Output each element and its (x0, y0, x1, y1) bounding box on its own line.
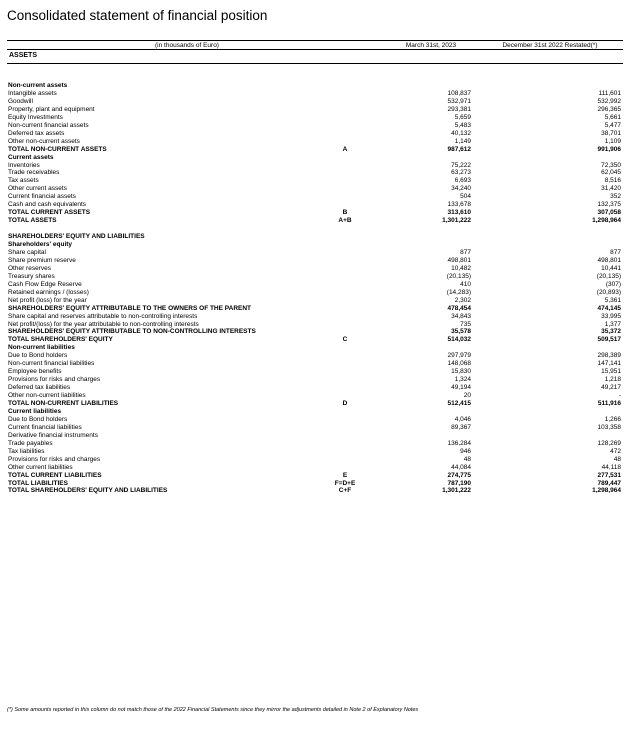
value-march-2023: 532,971 (447, 97, 471, 105)
value-march-2023: 877 (460, 248, 471, 256)
value-december-2022: 5,661 (604, 113, 621, 121)
row-label: TOTAL NON-CURRENT LIABILITIES (8, 400, 119, 407)
table-row (8, 154, 622, 162)
table-row (8, 400, 622, 408)
value-march-2023: 313,610 (447, 209, 471, 217)
value-march-2023: 15,830 (451, 368, 471, 376)
value-december-2022: 49,217 (601, 384, 621, 392)
table-row (8, 408, 622, 416)
value-march-2023: 297,979 (447, 352, 471, 360)
row-label: Treasury shares (8, 272, 55, 280)
value-march-2023: 136,284 (447, 439, 471, 447)
row-label: Non-current liabilities (8, 344, 75, 352)
value-march-2023: 108,837 (447, 89, 471, 97)
row-label: TOTAL SHAREHOLDERS' EQUITY AND LIABILITIES (8, 487, 168, 495)
value-march-2023: 1,149 (454, 137, 471, 145)
table-row (8, 265, 622, 273)
value-march-2023: 148,068 (447, 360, 471, 368)
row-label: TOTAL CURRENT LIABILITIES (8, 471, 102, 479)
value-december-2022: 296,365 (597, 105, 621, 113)
value-march-2023: 5,483 (454, 121, 471, 129)
row-label: Current assets (8, 153, 54, 161)
value-december-2022: - (618, 392, 621, 400)
value-march-2023: 133,678 (447, 201, 471, 209)
row-reference: C (342, 336, 348, 344)
row-label: Equity Investments (8, 113, 63, 121)
header-top-rule (7, 40, 623, 41)
value-march-2023: 1,324 (454, 376, 471, 384)
row-label: Other non-current assets (8, 137, 80, 145)
row-label: Other non-current liabilities (8, 392, 86, 400)
value-march-2023: 514,032 (447, 336, 471, 344)
row-label: Other current liabilities (8, 463, 73, 471)
value-march-2023: 40,132 (451, 129, 471, 137)
value-december-2022: 48 (613, 455, 621, 463)
value-march-2023: (14,283) (446, 288, 471, 296)
value-december-2022: 132,375 (597, 201, 621, 209)
row-label: TOTAL SHAREHOLDERS' EQUITY (8, 336, 113, 344)
value-march-2023: 478,454 (447, 304, 471, 312)
table-row (8, 352, 622, 360)
value-march-2023: 6,693 (454, 177, 471, 185)
row-label: SHAREHOLDERS' EQUITY ATTRIBUTABLE TO NON-CONTROLLING INTERESTS (8, 328, 256, 336)
table-row (8, 344, 622, 352)
row-label: Trade receivables (8, 169, 60, 177)
value-december-2022: 498,801 (597, 256, 621, 264)
value-december-2022: 1,218 (604, 376, 621, 384)
row-label: Current financial assets (8, 193, 76, 201)
value-december-2022: 5,361 (604, 296, 621, 304)
row-label: SHAREHOLDERS' EQUITY AND LIABILITIES (8, 233, 145, 241)
row-label: Non-current assets (8, 82, 68, 89)
row-label: TOTAL ASSETS (8, 217, 57, 225)
value-december-2022: 511,916 (597, 400, 621, 407)
row-label: Deferred tax liabilities (8, 384, 71, 392)
row-label: Goodwill (8, 97, 33, 105)
table-row (8, 162, 622, 170)
value-december-2022: 1,377 (604, 320, 621, 328)
table-row (8, 376, 622, 384)
row-label: Shareholders' equity (8, 241, 73, 248)
row-label: Trade payables (8, 439, 53, 447)
table-row (8, 98, 622, 106)
table-row (8, 297, 622, 305)
value-march-2023: 89,367 (451, 423, 471, 431)
units-label: (in thousands of Euro) (155, 42, 219, 49)
row-label: TOTAL LIABILITIES (8, 479, 68, 487)
value-march-2023: 274,775 (447, 471, 471, 479)
row-label: Cash Flow Edge Reserve (8, 280, 82, 288)
value-march-2023: 498,801 (447, 256, 471, 264)
table-row (8, 233, 622, 241)
table-row (8, 209, 622, 217)
value-december-2022: 33,995 (601, 312, 621, 320)
row-label: Inventories (8, 161, 40, 169)
value-march-2023: 1,301,222 (442, 217, 471, 225)
row-reference: B (342, 209, 348, 217)
value-december-2022: 5,477 (604, 121, 621, 129)
value-december-2022: 15,951 (601, 368, 621, 376)
table-row (8, 114, 622, 122)
value-december-2022: 1,266 (604, 415, 621, 423)
row-label: Current liabilities (8, 407, 62, 415)
row-label: Tax liabilities (8, 447, 45, 455)
column-header-march-2023: March 31st, 2023 (405, 42, 457, 49)
value-december-2022: (307) (605, 280, 621, 288)
table-row (8, 138, 622, 146)
row-label: Due to Bond holders (8, 352, 68, 360)
value-december-2022: (20,893) (596, 288, 621, 296)
header-bottom-rule (7, 49, 623, 50)
footnote: (*) Some amounts reported in this column do not match those of the 2022 Financial Statements since they mirror the adjustments detailed in Note 2 of Explanatory Notes (7, 707, 419, 713)
assets-heading: ASSETS (9, 52, 38, 59)
value-december-2022: (20,135) (596, 272, 621, 280)
value-december-2022: 352 (610, 193, 621, 201)
value-march-2023: 10,482 (451, 264, 471, 272)
table-row (8, 392, 622, 400)
row-label: Share capital and reserves attributable to non-controlling interests (8, 312, 198, 320)
table-row (8, 130, 622, 138)
row-label: Deferred tax assets (8, 129, 65, 137)
row-label: Retained earnings / (losses) (8, 288, 89, 296)
row-label: Non-current financial assets (8, 121, 89, 129)
value-december-2022: 509,517 (597, 336, 621, 344)
value-december-2022: 472 (610, 447, 621, 455)
row-label: TOTAL NON-CURRENT ASSETS (8, 145, 107, 153)
value-december-2022: 298,389 (597, 352, 621, 360)
value-march-2023: 504 (460, 193, 471, 201)
row-label: Tax assets (8, 177, 39, 185)
value-march-2023: 1,301,222 (442, 487, 471, 495)
value-december-2022: 128,269 (597, 439, 621, 447)
table-row (8, 122, 622, 130)
table-row (8, 169, 622, 177)
value-march-2023: 410 (460, 280, 471, 288)
value-december-2022: 72,350 (601, 161, 621, 169)
row-label: Due to Bond holders (8, 415, 68, 423)
table-row (8, 257, 622, 265)
row-label: Share premium reserve (8, 256, 76, 264)
table-row (8, 464, 622, 472)
table-row (8, 424, 622, 432)
value-march-2023: 512,415 (447, 400, 471, 407)
row-label: Provisions for risks and charges (8, 376, 101, 384)
value-december-2022: 877 (610, 248, 621, 256)
row-label: TOTAL CURRENT ASSETS (8, 209, 91, 217)
table-row (8, 313, 622, 321)
value-december-2022: 35,372 (601, 328, 621, 336)
row-label: Other current assets (8, 185, 67, 193)
table-row (8, 185, 622, 193)
table-row (8, 289, 622, 297)
value-march-2023: 63,273 (451, 169, 471, 177)
table-row (8, 146, 622, 154)
value-march-2023: 49,194 (451, 384, 471, 392)
table-row (8, 440, 622, 448)
table-row (8, 368, 622, 376)
row-label: Other reserves (8, 264, 51, 272)
value-december-2022: 111,601 (598, 89, 621, 97)
value-march-2023: 20 (463, 392, 471, 400)
value-december-2022: 532,992 (597, 97, 621, 105)
row-label: Cash and cash equivalents (8, 201, 87, 209)
row-label: Employee benefits (8, 368, 62, 376)
value-december-2022: 789,447 (597, 479, 621, 487)
table-row (8, 193, 622, 201)
value-december-2022: 147,141 (597, 360, 621, 368)
table-row (8, 321, 622, 329)
row-label: Derivative financial instruments (8, 431, 98, 439)
row-label: Provisions for risks and charges (8, 455, 101, 463)
value-december-2022: 1,298,964 (592, 217, 621, 225)
value-march-2023: 293,381 (447, 105, 471, 113)
page-title: Consolidated statement of financial position (7, 8, 268, 23)
table-row (8, 305, 622, 313)
table-row (8, 281, 622, 289)
table-row (8, 328, 622, 336)
value-march-2023: 44,084 (451, 463, 471, 471)
value-december-2022: 31,420 (601, 185, 621, 193)
row-label: Property, plant and equipment (8, 105, 95, 113)
value-march-2023: 4,046 (454, 415, 471, 423)
value-december-2022: 277,531 (597, 471, 621, 479)
value-march-2023: (20,135) (446, 272, 471, 280)
assets-rule (7, 63, 623, 64)
table-row (8, 384, 622, 392)
value-march-2023: 34,240 (451, 185, 471, 193)
table-row (8, 416, 622, 424)
value-december-2022: 307,058 (597, 209, 621, 217)
row-reference: E (342, 471, 348, 479)
value-march-2023: 34,843 (451, 312, 471, 320)
value-december-2022: 474,145 (597, 304, 621, 312)
table-row (8, 480, 622, 488)
table-row (8, 487, 622, 495)
row-reference: A+B (338, 217, 352, 225)
value-december-2022: 62,045 (601, 169, 621, 177)
table-row (8, 249, 622, 257)
column-header-december-2022: December 31st 2022 Restated(*) (502, 42, 598, 49)
row-label: Net profit/(loss) for the year attributable to non-controlling interests (8, 320, 199, 328)
value-december-2022: 44,118 (601, 463, 621, 471)
table-row (8, 82, 622, 90)
value-march-2023: 35,578 (451, 328, 471, 336)
value-march-2023: 75,222 (451, 161, 471, 169)
table-row (8, 106, 622, 114)
value-march-2023: 48 (463, 455, 471, 463)
table-row (8, 217, 622, 225)
table-row (8, 360, 622, 368)
table-row (8, 177, 622, 185)
row-reference: C+F (338, 487, 352, 495)
row-label: Intangible assets (8, 89, 57, 97)
table-row (8, 201, 622, 209)
table-row (8, 241, 622, 249)
table-row (8, 336, 622, 344)
value-december-2022: 103,358 (597, 423, 621, 431)
value-march-2023: 946 (460, 447, 471, 455)
table-row (8, 472, 622, 480)
row-label: Share capital (8, 248, 46, 256)
row-label: Current financial liabilities (8, 423, 82, 431)
value-march-2023: 5,659 (454, 113, 471, 121)
table-row (8, 273, 622, 281)
row-label: SHAREHOLDERS' EQUITY ATTRIBUTABLE TO THE OWNERS OF THE PARENT (8, 304, 252, 312)
value-december-2022: 1,298,964 (592, 487, 621, 495)
row-reference: F=D+E (334, 479, 356, 487)
table-row (8, 225, 622, 233)
table-row (8, 90, 622, 98)
row-reference: A (342, 145, 348, 153)
value-december-2022: 991,906 (597, 145, 621, 153)
table-row (8, 456, 622, 464)
value-march-2023: 735 (460, 320, 471, 328)
value-december-2022: 1,109 (604, 137, 621, 145)
table-row (8, 432, 622, 440)
value-march-2023: 2,302 (454, 296, 471, 304)
table-row (8, 448, 622, 456)
value-march-2023: 787,190 (447, 479, 471, 487)
row-label: Net profit (loss) for the year (8, 296, 87, 304)
value-december-2022: 38,701 (601, 129, 621, 137)
row-label: Non-current financial liabilities (8, 360, 95, 368)
value-december-2022: 8,516 (604, 177, 621, 185)
row-reference: D (342, 400, 348, 407)
value-december-2022: 10,441 (601, 264, 621, 272)
value-march-2023: 987,612 (447, 145, 471, 153)
table-header (7, 40, 623, 66)
